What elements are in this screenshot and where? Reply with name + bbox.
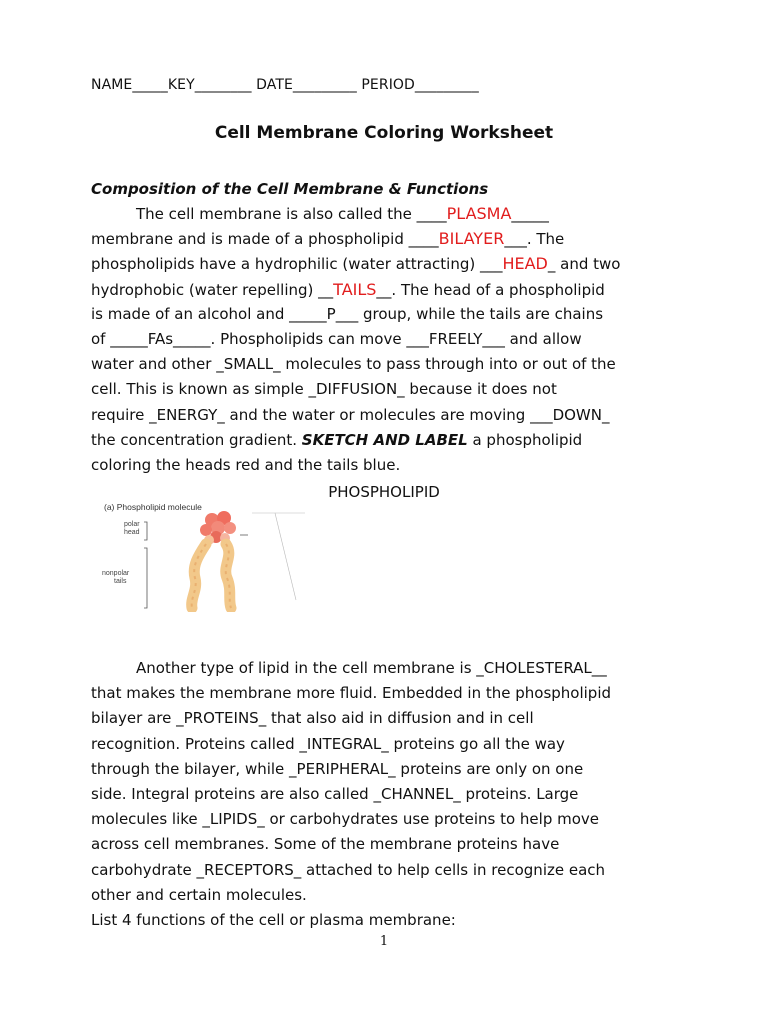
paragraph-line: is made of an alcohol and _____P___ group, while the tails are chains (91, 304, 604, 323)
text-span: _ and two (547, 255, 621, 274)
paragraph-line (91, 428, 691, 453)
paragraph-line: recognition. Proteins called _INTEGRAL_ proteins go all the way (91, 734, 565, 753)
paragraph-line: List 4 functions of the cell or plasma membrane: (91, 910, 456, 929)
text-span: hydrophobic (water repelling) __ (91, 280, 334, 299)
paragraph-line: bilayer are _PROTEINS_ that also aid in diffusion and in cell (91, 709, 534, 728)
page-title: Cell Membrane Coloring Worksheet (214, 123, 554, 143)
paragraph-line: require _ENERGY_ and the water or molecules are moving ___DOWN_ (91, 405, 610, 424)
answer-head: HEAD (502, 254, 548, 274)
paragraph-line: carbohydrate _RECEPTORS_ attached to help cells in recognize each (91, 860, 606, 879)
text-span: Another type of lipid in the cell membrane is _CHOLESTERAL__ (136, 659, 607, 677)
text-span: _____ (511, 205, 549, 223)
paragraph-line: coloring the heads red and the tails blue. (91, 455, 401, 474)
polar-label-1: polar (124, 521, 140, 528)
paragraph-line: molecules like _LIPIDS_ or carbohydrates use proteins to help move (91, 810, 600, 829)
nonpolar-tails-group (192, 544, 231, 608)
paragraph-line: across cell membranes. Some of the membrane proteins have (91, 835, 560, 854)
nonpolar-label-1: nonpolar (102, 570, 130, 577)
paragraph-line: of _____FAs_____. Phospholipids can move ___FREELY___ and allow (91, 329, 582, 348)
page-number: 1 (379, 934, 389, 949)
nonpolar-bracket (144, 548, 147, 608)
paragraph-line (91, 251, 691, 276)
text-span: membrane and is made of a phospholipid ____ (91, 230, 439, 249)
text-span: __. The head of a phospholipid (376, 280, 605, 299)
paragraph-line: other and certain molecules. (91, 885, 307, 904)
paragraph-line (91, 226, 691, 251)
text-span: a phospholipid (467, 430, 583, 449)
sketch-and-label-emphasis: SKETCH AND LABEL (301, 430, 468, 449)
text-span: the concentration gradient. (91, 430, 302, 449)
paragraph-line: water and other _SMALL_ molecules to pass through into or out of the (91, 355, 616, 374)
nonpolar-label-2: tails (114, 578, 127, 585)
section1-paragraph (91, 201, 691, 478)
paragraph-line: side. Integral proteins are also called _CHANNEL_ proteins. Large (91, 784, 579, 803)
paragraph-line (91, 201, 691, 226)
answer-plasma: PLASMA (446, 204, 512, 223)
paragraph-line: cell. This is known as simple _DIFFUSION_ because it does not (91, 380, 557, 399)
polar-label-2: head (124, 529, 140, 536)
paragraph-line (91, 656, 691, 681)
header-line: NAME_____KEY________ DATE_________ PERIOD_________ (91, 77, 479, 93)
text-span: phospholipids have a hydrophilic (water attracting) ___ (91, 255, 503, 274)
section-heading: Composition of the Cell Membrane & Functions (91, 180, 489, 198)
paragraph-line: through the bilayer, while _PERIPHERAL_ proteins are only on one (91, 759, 584, 778)
polar-bracket (144, 522, 147, 540)
text-span: The cell membrane is also called the ____ (136, 205, 447, 223)
paragraph-line (91, 277, 691, 302)
paragraph-line: that makes the membrane more fluid. Embedded in the phospholipid (91, 684, 612, 703)
answer-bilayer: BILAYER (438, 229, 505, 249)
phospholipid-label: PHOSPHOLIPID (328, 483, 440, 501)
guide-line (275, 513, 296, 600)
phospholipid-figure (100, 500, 310, 612)
answer-tails: TAILS (333, 279, 377, 299)
text-span: ___. The (504, 230, 565, 249)
section2-paragraph (91, 656, 691, 933)
phospholipid-diagram (100, 500, 310, 612)
figure-caption: (a) Phospholipid molecule (104, 502, 202, 512)
